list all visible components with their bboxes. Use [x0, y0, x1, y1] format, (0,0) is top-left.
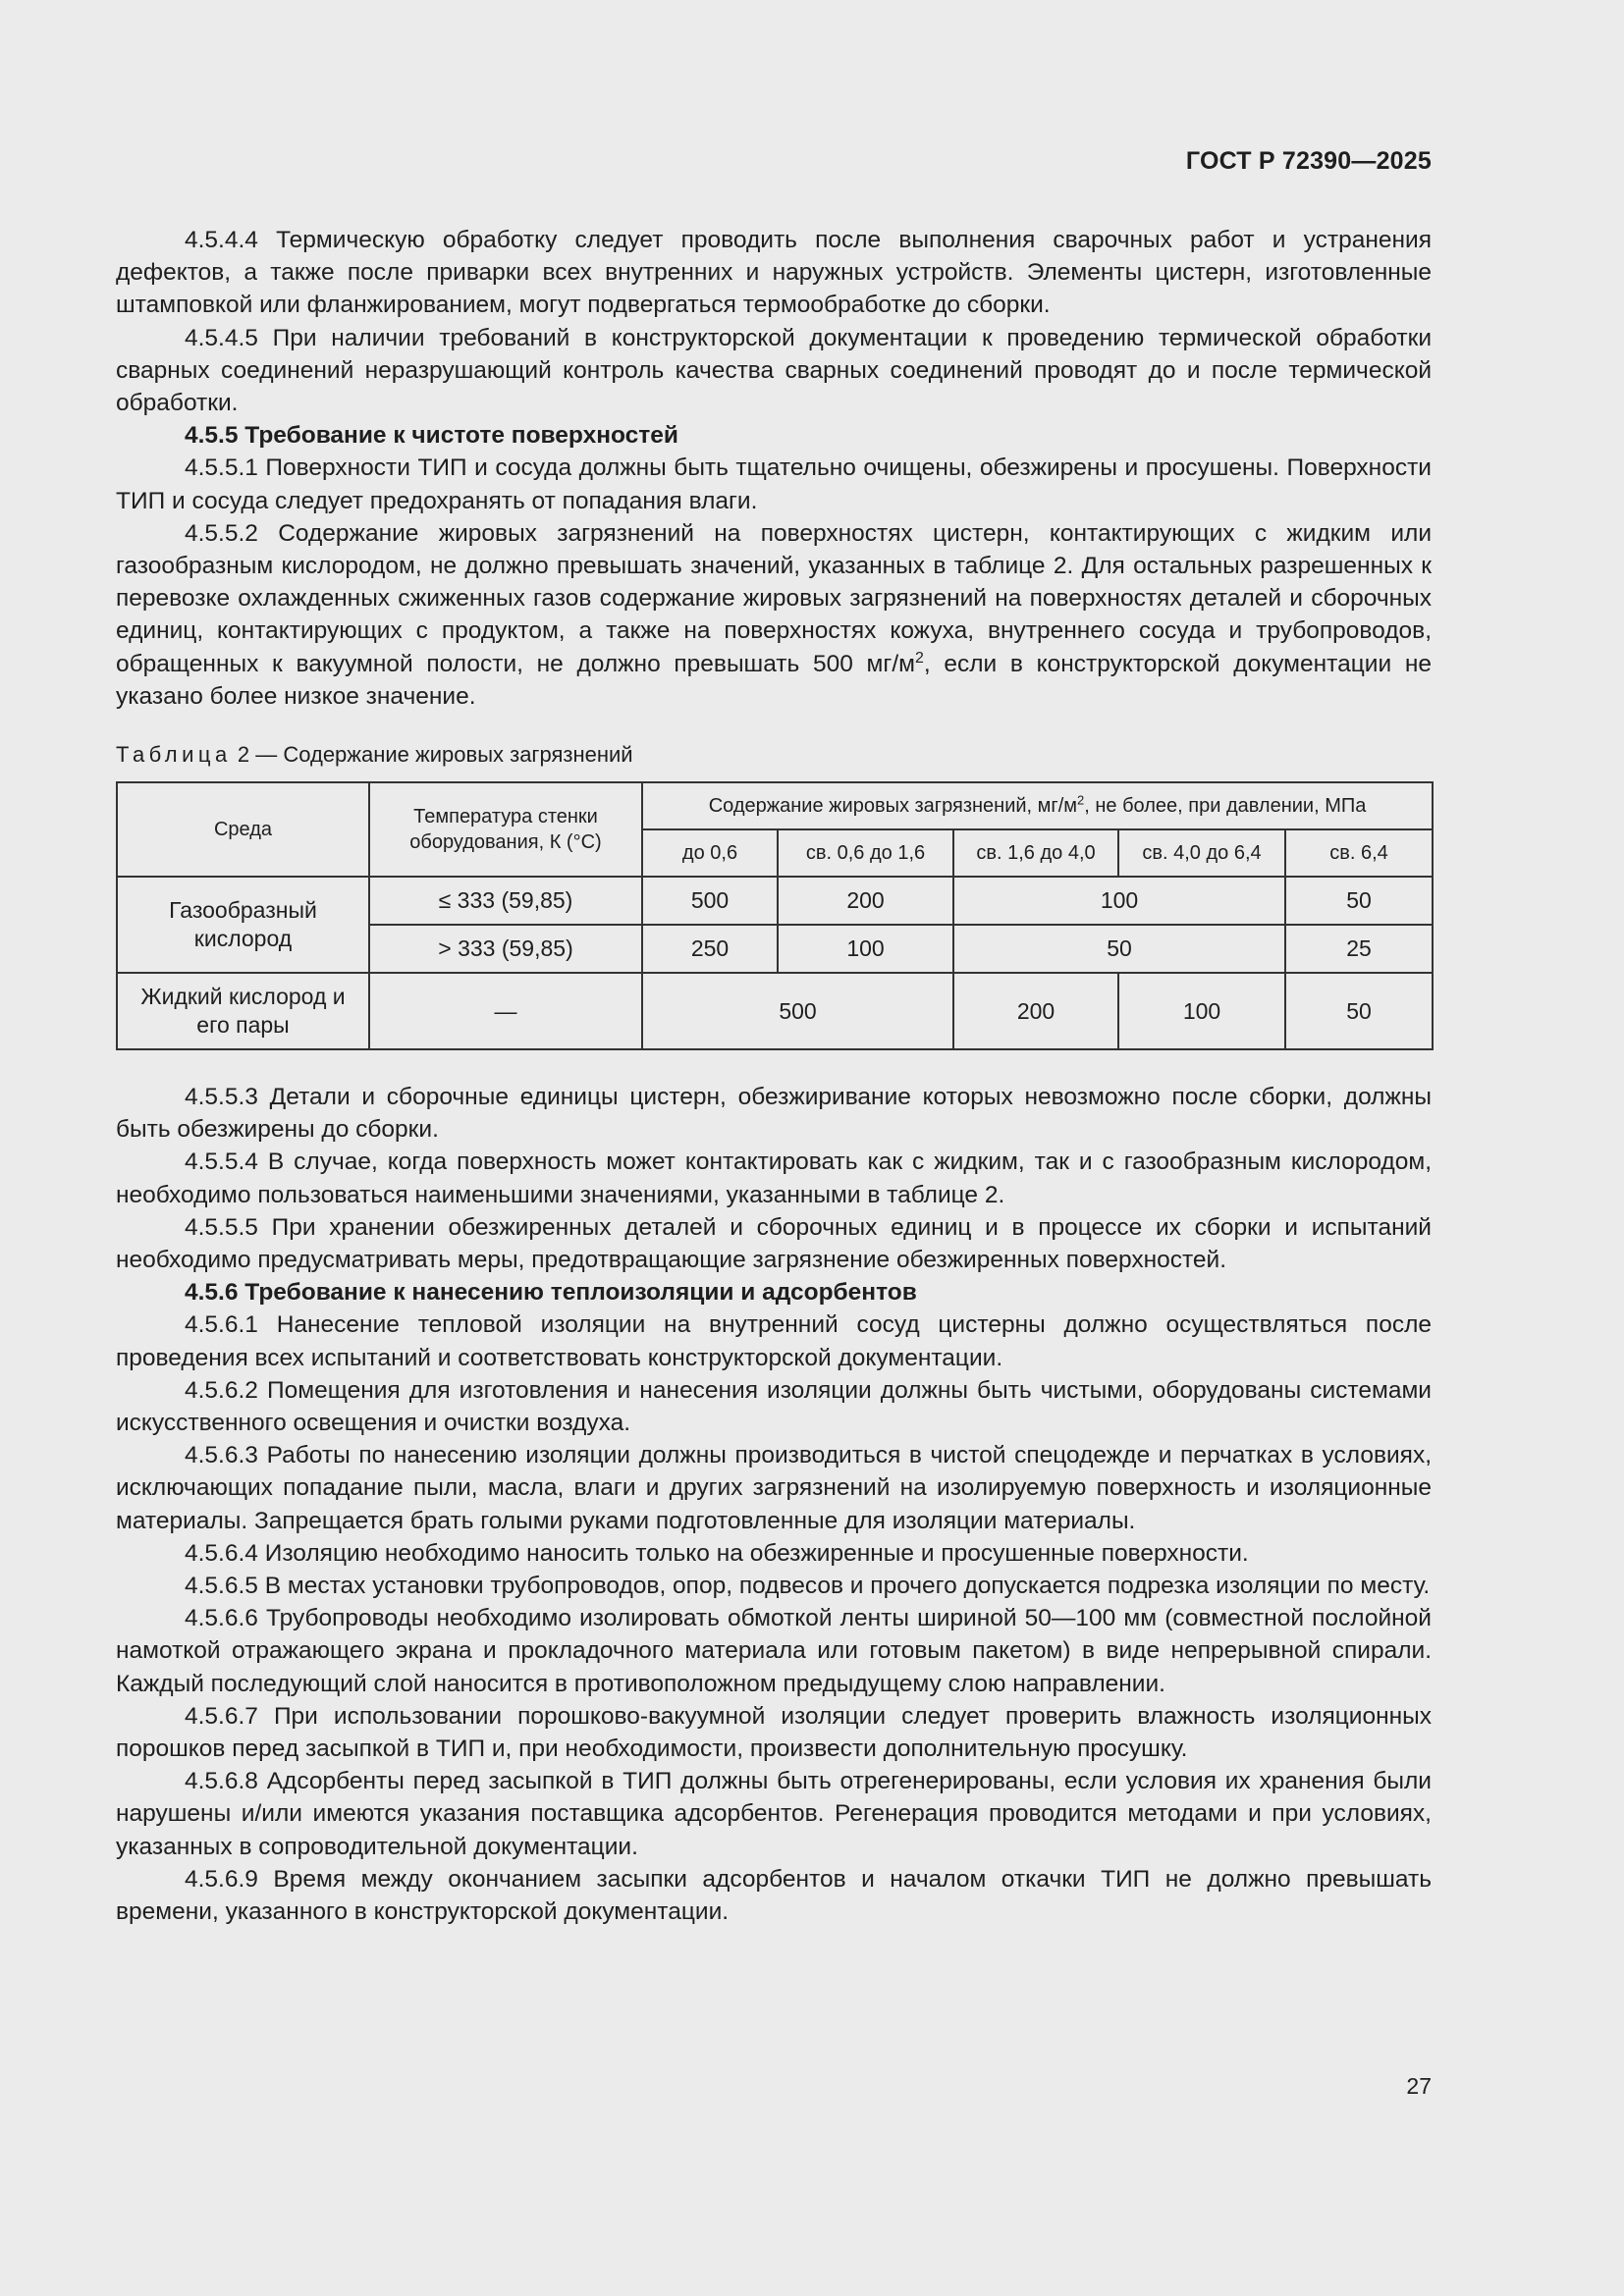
table-row: [117, 877, 1433, 925]
table-cell: 100: [953, 877, 1285, 925]
header-content-text: Содержание жировых загрязнений, мг/м: [708, 795, 1078, 817]
paragraph-4-5-6-6: 4.5.6.6 Трубопроводы необходимо изолировать обмоткой ленты шириной 50—100 мм (совместной послойной намоткой отражающего экрана и прокладочного материала или готовым пакетом) в виде непрерывной спирали. Каждый последующий слой наносится в противоположном предыдущему слою направлении.: [116, 1605, 1432, 1697]
paragraph-4-5-6-3: 4.5.6.3 Работы по нанесению изоляции должны производиться в чистой спецодежде и перчатках в условиях, исключающих попадание пыли, масла, влаги и других загрязнений на изолируемую поверхность и изоляционные материалы. Запрещается брать голыми руками подготовленные для изоляции материалы.: [116, 1442, 1432, 1534]
paragraph-4-5-6-5: 4.5.6.5 В местах установки трубопроводов, опор, подвесов и прочего допускается подрезка изоляции по месту.: [185, 1573, 1431, 1600]
fat-contamination-table: [116, 781, 1434, 1050]
header-pressure: св. 4,0 до 6,4: [1118, 829, 1285, 877]
table-cell: 50: [953, 925, 1285, 973]
table-cell: 200: [953, 973, 1118, 1049]
table-cell: 50: [1285, 877, 1433, 925]
superscript: 2: [914, 649, 924, 667]
paragraph-4-5-5-1: 4.5.5.1 Поверхности ТИП и сосуда должны быть тщательно очищены, обезжирены и просушены. Поверхности ТИП и сосуда следует предохранять от попадания влаги.: [116, 454, 1432, 514]
header-content: [642, 782, 1433, 829]
body-text-bottom: [116, 1081, 1432, 1928]
table-cell: 500: [642, 973, 953, 1049]
section-heading-4-5-6: 4.5.6 Требование к нанесению теплоизоляции и адсорбентов: [185, 1279, 917, 1307]
table-cell: 25: [1285, 925, 1433, 973]
table-caption-label: Таблица: [116, 742, 232, 767]
paragraph-text: 4.5.5.2 Содержание жировых загрязнений на поверхностях цистерн, контактирующих с жидким или газообразным кислородом, не должно превышать значений, указанных в таблице 2. Для остальных разрешенных к перевозке охлажденных сжиженных газов содержание жировых загрязнений на поверхностях деталей и сборочных единиц, контактирующих с продуктом, а также на поверхностях кожуха, внутреннего сосуда и трубопроводов, обращенных к вакуумной полости, не должно превышать 500 мг/м: [116, 519, 1432, 677]
paragraph-4-5-6-1: 4.5.6.1 Нанесение тепловой изоляции на внутренний сосуд цистерны должно осуществляться после проведения всех испытаний и соответствовать конструкторской документации.: [116, 1311, 1432, 1371]
paragraph-4-5-6-7: 4.5.6.7 При использовании порошково-вакуумной изоляции следует проверить влажность изоляционных порошков перед засыпкой в ТИП и, при необходимости, произвести дополнительную просушку.: [116, 1702, 1432, 1763]
table-cell: 500: [642, 877, 778, 925]
paragraph-4-5-6-4: 4.5.6.4 Изоляцию необходимо наносить только на обезжиренные и просушенные поверхности.: [185, 1539, 1249, 1567]
table-cell: 100: [778, 925, 953, 973]
paragraph-4-5-6-9: 4.5.6.9 Время между окончанием засыпки адсорбентов и началом откачки ТИП не должно превышать времени, указанного в конструкторской документации.: [116, 1865, 1432, 1926]
document-page: [116, 0, 1432, 2296]
paragraph-4-5-5-2: [116, 517, 1432, 713]
header-pressure: до 0,6: [642, 829, 778, 877]
superscript: 2: [1077, 792, 1085, 808]
page-number: 27: [1406, 2073, 1432, 2099]
table-caption-text: 2 — Содержание жировых загрязнений: [231, 742, 633, 767]
document-header: ГОСТ Р 72390—2025: [1185, 147, 1432, 175]
paragraph-4-5-4-5: 4.5.4.5 При наличии требований в конструкторской документации к проведению термической обработки сварных соединений неразрушающий контроль качества сварных соединений проводят до и после термической обработки.: [116, 324, 1432, 417]
table-cell: > 333 (59,85): [369, 925, 642, 973]
paragraph-4-5-5-5: 4.5.5.5 При хранении обезжиренных деталей и сборочных единиц и в процессе их сборки и испытаний необходимо предусматривать меры, предотвращающие загрязнение обезжиренных поверхностей.: [116, 1213, 1432, 1274]
table-cell: 250: [642, 925, 778, 973]
table-cell: 200: [778, 877, 953, 925]
table-caption: [116, 740, 633, 770]
header-content-text: , не более, при давлении, МПа: [1084, 795, 1367, 817]
table-cell: 50: [1285, 973, 1433, 1049]
header-pressure: св. 6,4: [1285, 829, 1433, 877]
header-medium: Среда: [117, 782, 369, 877]
body-text-top: [116, 224, 1432, 713]
paragraph-text: , если в конструкторской документации не указано более низкое значение.: [116, 650, 1432, 710]
header-pressure: св. 0,6 до 1,6: [778, 829, 953, 877]
cell-medium-liquid: Жидкий кислород и его пары: [117, 973, 369, 1049]
section-heading-4-5-5: 4.5.5 Требование к чистоте поверхностей: [185, 422, 678, 450]
table-row: [117, 973, 1433, 1049]
paragraph-4-5-6-8: 4.5.6.8 Адсорбенты перед засыпкой в ТИП должны быть отрегенерированы, если условия их хранения были нарушены и/или имеются указания поставщика адсорбентов. Регенерация проводится методами и при условиях, указанных в сопроводительной документации.: [116, 1768, 1432, 1860]
header-pressure: св. 1,6 до 4,0: [953, 829, 1118, 877]
paragraph-4-5-5-4: 4.5.5.4 В случае, когда поверхность может контактировать как с жидким, так и с газообразным кислородом, необходимо пользоваться наименьшими значениями, указанными в таблице 2.: [116, 1148, 1432, 1208]
table-cell: 100: [1118, 973, 1285, 1049]
table-cell: —: [369, 973, 642, 1049]
cell-medium-gas: Газообразный кислород: [117, 877, 369, 973]
paragraph-4-5-5-3: 4.5.5.3 Детали и сборочные единицы цистерн, обезжиривание которых невозможно после сборки, должны быть обезжирены до сборки.: [116, 1084, 1432, 1144]
paragraph-4-5-4-4: 4.5.4.4 Термическую обработку следует проводить после выполнения сварочных работ и устранения дефектов, а также после приварки всех внутренних и наружных устройств. Элементы цистерн, изготовленные штамповкой или фланжированием, могут подвергаться термообработке до сборки.: [116, 227, 1432, 319]
table-cell: ≤ 333 (59,85): [369, 877, 642, 925]
header-temperature: Температура стенки оборудования, К (°С): [369, 782, 642, 877]
paragraph-4-5-6-2: 4.5.6.2 Помещения для изготовления и нанесения изоляции должны быть чистыми, оборудованы системами искусственного освещения и очистки воздуха.: [116, 1376, 1432, 1437]
